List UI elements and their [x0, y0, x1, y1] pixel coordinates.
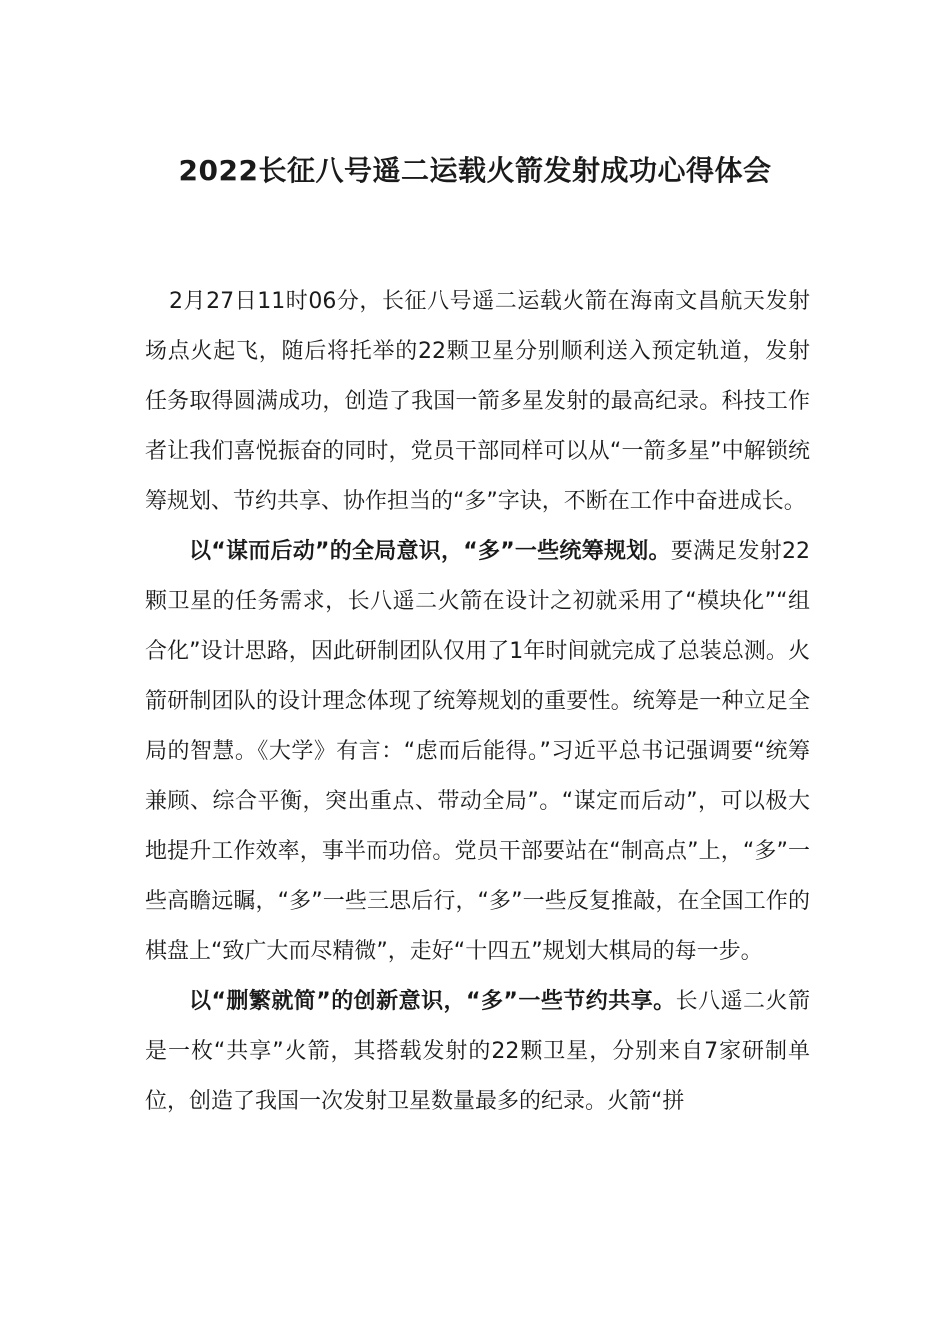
paragraph-intro — [145, 277, 810, 527]
paragraph-sharing — [145, 977, 810, 1127]
document-body — [145, 277, 810, 1127]
document-title: 2022长征八号遥二运载火箭发射成功心得体会 — [178, 153, 772, 187]
paragraph-lead: 以“删繁就简”的创新意识，“多”一些节约共享。 — [189, 989, 676, 1014]
paragraph-planning — [145, 527, 810, 977]
paragraph-text: 要满足发射22颗卫星的任务需求，长八遥二火箭在设计之初就采用了“模块化”“组合化”设计思路，因此研制团队仅用了1年时间就完成了总装总测。火箭研制团队的设计理念体现了统筹规划的重要性。统筹是一种立足全局的智慧。《大学》有言：“虑而后能得。”习近平总书记强调要“统筹兼顾、综合平衡，突出重点、带动全局”。“谋定而后动”，可以极大地提升工作效率，事半而功倍。党员干部要站在“制高点”上，“多”一些高瞻远瞩，“多”一些三思后行，“多”一些反复推敲，在全国工作的棋盘上“致广大而尽精微”，走好“十四五”规划大棋局的每一步。 — [145, 539, 810, 964]
paragraph-text: 长八遥二火箭是一枚“共享”火箭，其搭载发射的22颗卫星，分别来自7家研制单位，创造了我国一次发射卫星数量最多的纪录。火箭“拼 — [145, 989, 810, 1114]
paragraph-text: 2月27日11时06分，长征八号遥二运载火箭在海南文昌航天发射场点火起飞，随后将托举的22颗卫星分别顺利送入预定轨道，发射任务取得圆满成功，创造了我国一箭多星发射的最高纪录。科技工作者让我们喜悦振奋的同时，党员干部同样可以从“一箭多星”中解锁统筹规划、节约共享、协作担当的“多”字诀，不断在工作中奋进成长。 — [145, 289, 810, 514]
paragraph-lead: 以“谋而后动”的全局意识，“多”一些统筹规划。 — [189, 539, 671, 564]
